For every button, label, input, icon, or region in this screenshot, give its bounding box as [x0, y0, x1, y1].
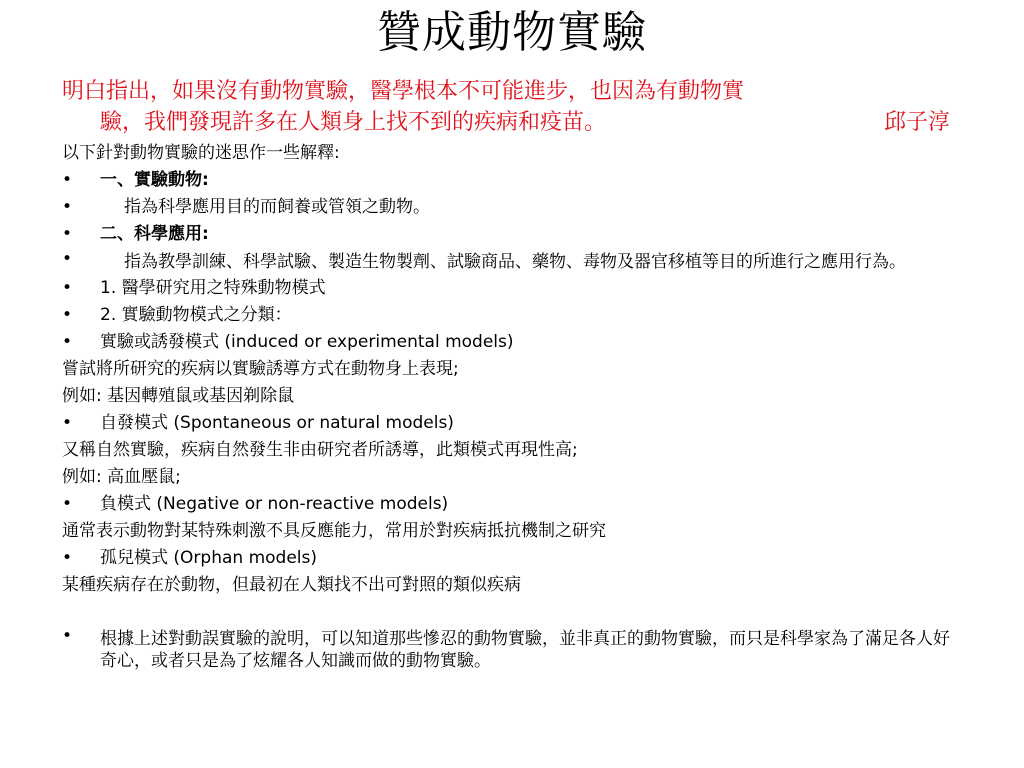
bullet-icon: •: [62, 494, 73, 514]
bullet-text: 自發模式 (Spontaneous or natural models): [100, 413, 454, 433]
bullet-text-content: 指為教學訓練、科學試驗、製造生物製劑、試驗商品、藥物、毒物及器官移植等目的所進行之應用行為。: [124, 252, 906, 272]
bullet-item: [62, 545, 952, 572]
bullet-text: 1. 醫學研究用之特殊動物模式: [100, 278, 326, 298]
bullet-item: [62, 491, 952, 518]
bullet-icon: •: [62, 278, 73, 298]
bullet-icon: •: [62, 413, 73, 433]
bullet-icon: •: [62, 305, 73, 325]
paragraph: 通常表示動物對某特殊刺激不具反應能力，常用於對疾病抵抗機制之研究: [62, 521, 606, 541]
bullet-icon: •: [62, 197, 73, 217]
quote-line-1: 明白指出，如果沒有動物實驗，醫學根本不可能進步，也因為有動物實: [62, 79, 745, 104]
bullet-icon: •: [62, 332, 73, 352]
bullet-item: [62, 221, 952, 248]
bullet-text: 根據上述對動誤實驗的說明，可以知道那些慘忍的動物實驗，並非真正的動物實驗，而只是科學家為了滿足各人好奇心，或者只是為了炫耀各人知識而做的動物實驗。: [100, 629, 950, 671]
bullet-icon: •: [62, 224, 73, 244]
bullet-item: [62, 275, 952, 302]
bullet-icon: •: [62, 548, 73, 568]
paragraph: 又稱自然實驗，疾病自然發生非由研究者所誘導，此類模式再現性高;: [62, 440, 578, 460]
bullet-text: 一、實驗動物:: [100, 170, 209, 190]
bullet-icon: •: [62, 249, 73, 269]
quote-author: 邱子淳: [883, 110, 950, 135]
paragraph: 例如: 基因轉殖鼠或基因剃除鼠: [62, 386, 295, 406]
bullet-text: 二、科學應用:: [100, 224, 209, 244]
paragraph: 某種疾病存在於動物，但最初在人類找不出可對照的類似疾病: [62, 575, 521, 595]
paragraph: 例如: 高血壓鼠;: [62, 467, 181, 487]
paragraph: 嘗試將所研究的疾病以實驗誘導方式在動物身上表現;: [62, 359, 459, 379]
content-body: [62, 140, 952, 674]
bullet-text: 孤兒模式 (Orphan models): [100, 548, 317, 568]
bullet-text: [100, 252, 906, 272]
bullet-text: 指為科學應用目的而飼養或管領之動物。: [124, 197, 430, 217]
bullet-item: [62, 302, 952, 329]
spacer: [62, 599, 952, 625]
quote-line-2-wrap: [62, 107, 952, 138]
bullet-icon: •: [62, 170, 73, 190]
bullet-item: [62, 625, 952, 674]
bullet-text: 實驗或誘發模式 (induced or experimental models): [100, 332, 514, 352]
intro-paragraph: 以下針對動物實驗的迷思作一些解釋:: [62, 143, 340, 163]
bullet-text: 負模式 (Negative or non-reactive models): [100, 494, 449, 514]
bullet-item: [62, 194, 952, 221]
bullet-item: [62, 329, 952, 356]
bullet-item: [62, 167, 952, 194]
bullet-text: 2. 實驗動物模式之分類：: [100, 305, 292, 325]
bullet-item: [62, 248, 952, 275]
quote-line-2: 驗，我們發現許多在人類身上找不到的疾病和疫苗。: [100, 110, 607, 135]
bullet-item: [62, 410, 952, 437]
slide-title: 贊成動物實驗: [377, 7, 647, 58]
bullet-icon: •: [62, 626, 73, 646]
quote-block: [62, 76, 952, 138]
